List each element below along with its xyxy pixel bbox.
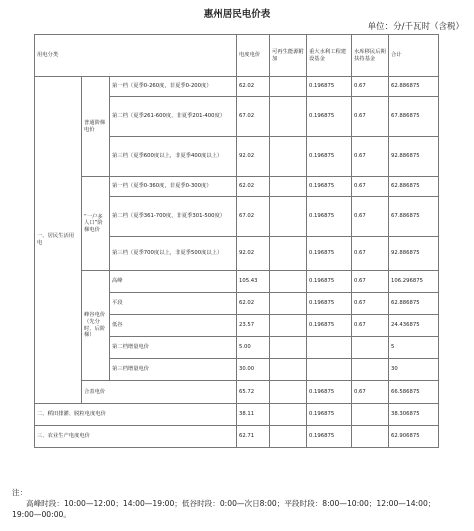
cell-energy: 67.02 (237, 97, 270, 137)
cell-total: 106.296875 (389, 271, 439, 293)
page-title: 惠州居民电价表 (203, 9, 271, 20)
row-label: 第二档增量电价 (110, 337, 237, 359)
cell-energy: 92.02 (237, 237, 270, 271)
cell-water: 0.196875 (307, 97, 352, 137)
cell-renewable (270, 315, 307, 337)
cell-energy: 30.00 (237, 359, 270, 381)
table-row (35, 381, 439, 404)
cell-total: 62.886875 (389, 293, 439, 315)
row-label: 低谷 (110, 315, 237, 337)
group-shared-meter: 合表电价 (82, 381, 237, 404)
cell-energy: 92.02 (237, 137, 270, 177)
cell-water: 0.196875 (307, 404, 352, 426)
cell-reservoir: 0.67 (352, 177, 389, 197)
cell-reservoir: 0.67 (352, 237, 389, 271)
cell-renewable (270, 271, 307, 293)
cell-reservoir: 0.67 (352, 137, 389, 177)
group-agri-drain: 二、稻田排灌、脱粒电度电价 (35, 404, 237, 426)
cell-energy: 62.02 (237, 77, 270, 97)
cell-total: 62.906875 (389, 426, 439, 448)
cell-water: 0.196875 (307, 381, 352, 404)
price-table (34, 34, 439, 448)
notes-label: 注： (12, 488, 28, 497)
row-label: 高峰 (110, 271, 237, 293)
cell-total: 67.886875 (389, 197, 439, 237)
cell-renewable (270, 359, 307, 381)
cell-energy: 65.72 (237, 381, 270, 404)
cell-reservoir: 0.67 (352, 293, 389, 315)
cell-renewable (270, 197, 307, 237)
cell-water: 0.196875 (307, 197, 352, 237)
cell-renewable (270, 137, 307, 177)
header-category: 用电分类 (35, 35, 237, 77)
notes-line-1: 高峰时段：10:00—12:00；14:00—19:00；低谷时段：0:00—次日8:00；平段时段：8:00—10:00；12:00—14:00； (26, 499, 436, 508)
cell-total: 24.436875 (389, 315, 439, 337)
row-label: 平段 (110, 293, 237, 315)
cell-water: 0.196875 (307, 237, 352, 271)
cell-renewable (270, 381, 307, 404)
cell-reservoir: 0.67 (352, 97, 389, 137)
cell-total: 66.586875 (389, 381, 439, 404)
cell-total: 62.886875 (389, 177, 439, 197)
cell-reservoir: 0.67 (352, 197, 389, 237)
cell-renewable (270, 404, 307, 426)
table-row (35, 77, 439, 97)
row-label: 第二档（夏季261-600度，非夏季201-400度） (110, 97, 237, 137)
row-label: 第三档（夏季600度以上，非夏季400度以上） (110, 137, 237, 177)
cell-water (307, 337, 352, 359)
table-row (35, 426, 439, 448)
header-total: 合计 (389, 35, 439, 77)
cell-total: 5 (389, 337, 439, 359)
table-row (35, 271, 439, 293)
unit-label: 单位：分/千瓦时（含税） (367, 22, 464, 32)
cell-water: 0.196875 (307, 315, 352, 337)
cell-energy: 23.57 (237, 315, 270, 337)
cell-water: 0.196875 (307, 271, 352, 293)
header-reservoir-fund: 水库移民后期扶持基金 (352, 35, 389, 77)
cell-energy: 62.02 (237, 293, 270, 315)
row-label: 第一档（夏季0-360度，非夏季0-300度） (110, 177, 237, 197)
cell-water: 0.196875 (307, 77, 352, 97)
row-label: 第一档（夏季0-260度，非夏季0-200度） (110, 77, 237, 97)
cell-water: 0.196875 (307, 137, 352, 177)
cell-energy: 67.02 (237, 197, 270, 237)
header-row (35, 35, 439, 77)
row-label: 第三档增量电价 (110, 359, 237, 381)
cell-total: 30 (389, 359, 439, 381)
cell-renewable (270, 177, 307, 197)
cell-energy: 105.43 (237, 271, 270, 293)
header-water-fund: 重大水利工程建设基金 (307, 35, 352, 77)
row-label: 第二档（夏季361-700度，非夏季301-500度） (110, 197, 237, 237)
cell-total: 92.886875 (389, 137, 439, 177)
cell-renewable (270, 293, 307, 315)
cell-reservoir (352, 359, 389, 381)
cell-reservoir (352, 404, 389, 426)
header-energy-price: 电度电价 (237, 35, 270, 77)
table-row (35, 177, 439, 197)
group-family: “一户多人口”阶梯电价 (82, 177, 110, 271)
cell-energy: 62.02 (237, 177, 270, 197)
cell-renewable (270, 77, 307, 97)
cell-energy: 5.00 (237, 337, 270, 359)
row-label: 第三档（夏季700度以上，非夏季500度以上） (110, 237, 237, 271)
cell-renewable (270, 97, 307, 137)
header-renewable: 可再生能源附加 (270, 35, 307, 77)
cell-reservoir: 0.67 (352, 315, 389, 337)
table-row (35, 404, 439, 426)
group-tiered: 普通阶梯电价 (82, 77, 110, 177)
cell-total: 67.886875 (389, 97, 439, 137)
cell-reservoir: 0.67 (352, 381, 389, 404)
cell-total: 38.306875 (389, 404, 439, 426)
cell-water: 0.196875 (307, 177, 352, 197)
cell-reservoir (352, 426, 389, 448)
group-residential: 一、居民生活用电 (35, 77, 82, 404)
group-tou: 峰谷电价（先分时、后阶梯） (82, 271, 110, 381)
notes-line-2: 19:00—00:00。 (12, 510, 71, 519)
cell-renewable (270, 237, 307, 271)
cell-renewable (270, 337, 307, 359)
cell-water: 0.196875 (307, 426, 352, 448)
cell-reservoir: 0.67 (352, 77, 389, 97)
notes (12, 487, 435, 520)
group-agri-prod: 三、农业生产电度电价 (35, 426, 237, 448)
cell-water (307, 359, 352, 381)
cell-reservoir (352, 337, 389, 359)
cell-total: 62.886875 (389, 77, 439, 97)
cell-energy: 38.11 (237, 404, 270, 426)
cell-reservoir: 0.67 (352, 271, 389, 293)
cell-renewable (270, 426, 307, 448)
cell-water: 0.196875 (307, 293, 352, 315)
cell-total: 92.886875 (389, 237, 439, 271)
cell-energy: 62.71 (237, 426, 270, 448)
